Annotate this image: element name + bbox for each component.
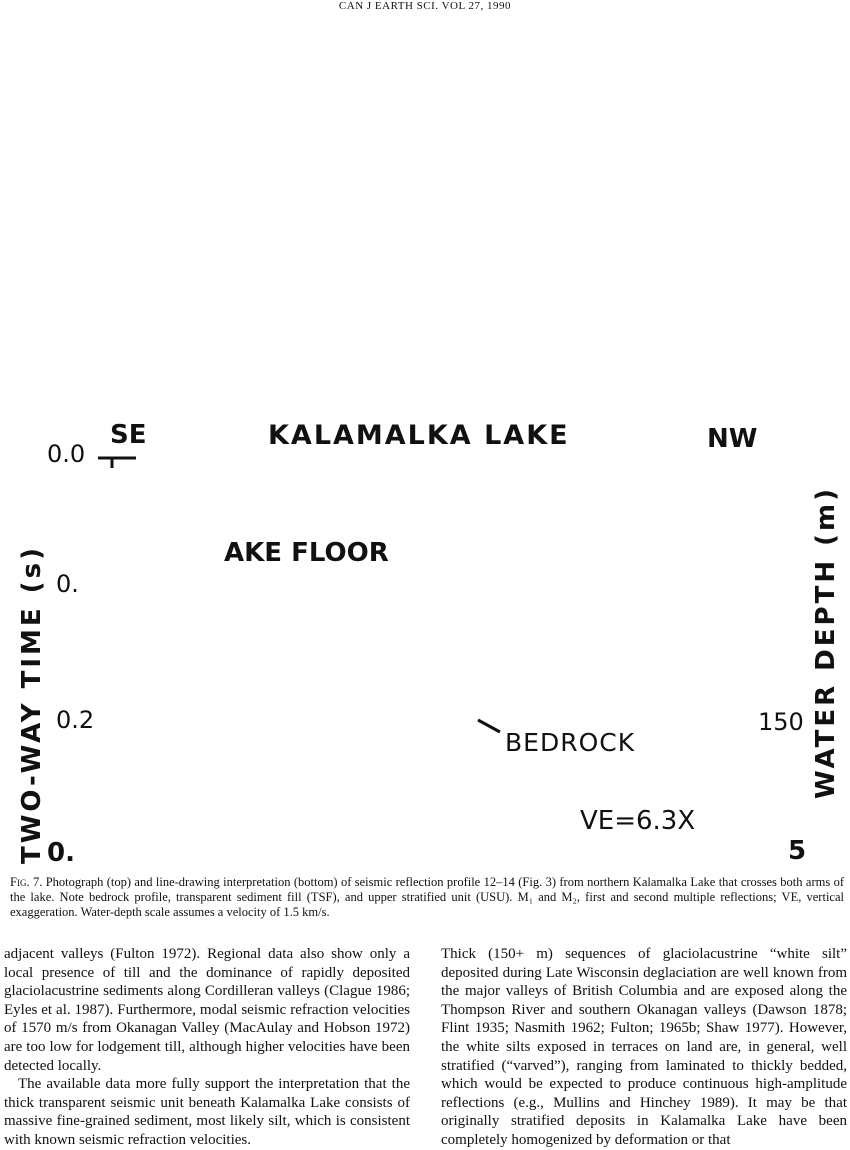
time-label-bottom: 0. — [47, 838, 75, 868]
figure-title: KALAMALKA LAKE — [268, 420, 570, 451]
left-axis-label: TWO-WAY TIME (s) — [17, 545, 47, 864]
caption-text: Photograph (top) and line-drawing interpretation (bottom) of seismic reflection profile 12–14 (Fig. 3) from northern Kalamalka Lake that crosses both arms of the lake. Note bedrock profile, transparent sediment fill (TSF), and upper stratified unit (USU). M₁ and M₂, first and second multiple reflections; VE, vertical exaggeration. Water-depth scale assumes a velocity of 1.5 km/s. — [10, 875, 845, 919]
right-column — [441, 945, 847, 1150]
lake-floor-label: AKE FLOOR — [224, 538, 389, 568]
se-label: SE — [110, 420, 147, 450]
running-header: CAN J EARTH SCI. VOL 27, 1990 — [338, 0, 512, 12]
paragraph: adjacent valleys (Fulton 1972). Regional data also show only a local presence of till and the dominance of rapidly deposited glaciolacustrine sediments along Cordilleran valleys (Clague 1986; Eyles et al. 1987). Furthermore, modal seismic refraction velocities of 1570 m/s from Okanagan Valley (MacAulay and Hobson 1972) are too low for lodgement till, although higher velocities have been detected locally. — [4, 946, 410, 1074]
right-axis-label: WATER DEPTH (m) — [811, 486, 841, 799]
ve-label: VE=6.3X — [580, 806, 696, 836]
depth-label-150: 150 — [758, 708, 804, 736]
paragraph: The available data more fully support the interpretation that the thick transparent seismic unit beneath Kalamalka Lake consists of massive fine-grained sediment, most likely silt, which is consistent with known seismic refraction velocities. — [4, 1076, 410, 1148]
left-column — [4, 945, 410, 1150]
figure-caption — [10, 875, 844, 920]
caption-label: Fig. 7. — [10, 875, 43, 889]
seismic-figure — [0, 400, 850, 870]
time-label-02: 0.2 — [56, 706, 95, 734]
nw-label: NW — [707, 424, 758, 454]
depth-label-bottom: 5 — [788, 836, 807, 866]
figure-lines — [0, 400, 850, 870]
time-label-top: 0.0 — [47, 440, 86, 468]
paragraph: Thick (150+ m) sequences of glaciolacustrine “white silt” deposited during Late Wisconsin deglaciation are well known from the major valleys of British Columbia and are exposed along the Thompson River and southern Okanagan valleys (Dawson 1878; Flint 1935; Nasmith 1962; Fulton; 1965b; Shaw 1977). However, the white silts exposed in terraces on land are, in general, well stratified (“varved”), ranging from laminated to thickly bedded, which would be expected to produce continuous high-amplitude reflections (e.g., Mullins and Hinchey 1989). It may be that originally stratified deposits in Kalamalka Lake have been completely homogenized by deformation or that — [441, 946, 847, 1148]
bedrock-label: BEDROCK — [505, 728, 636, 757]
time-label-mid: 0. — [56, 570, 79, 598]
